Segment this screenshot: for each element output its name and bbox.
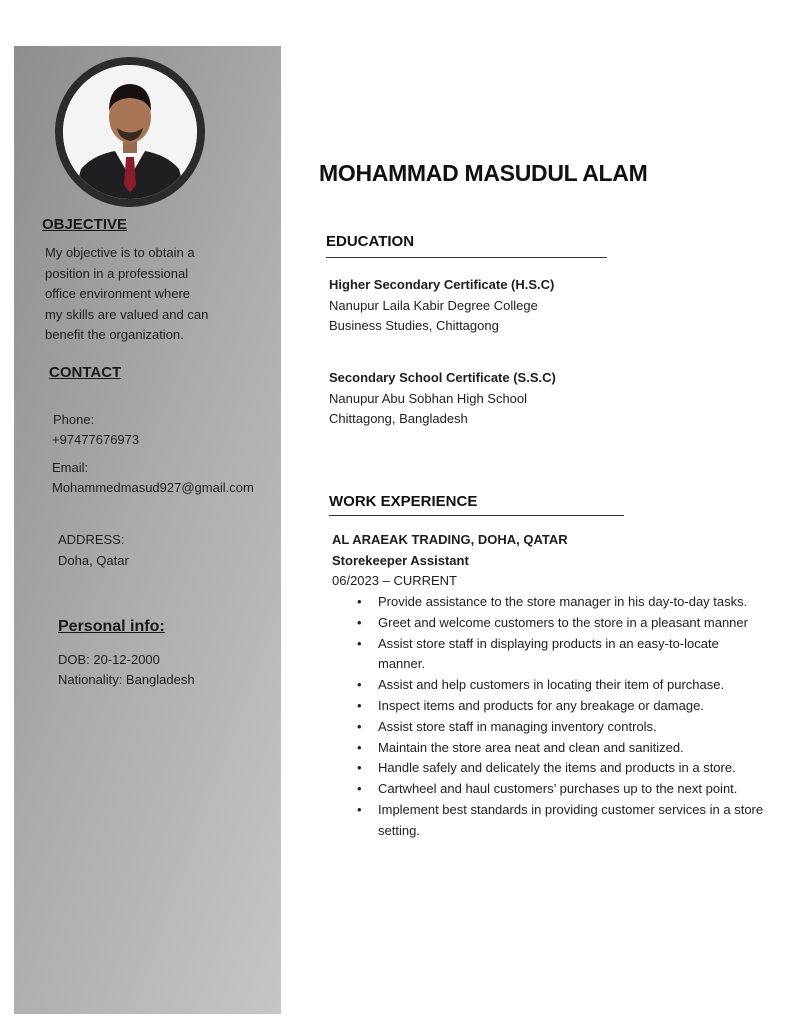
company-name: AL ARAEAK TRADING, DOHA, QATAR bbox=[332, 532, 568, 547]
education-title: Secondary School Certificate (S.S.C) bbox=[329, 370, 556, 385]
email-label: Email: bbox=[52, 460, 89, 475]
objective-line: benefit the organization. bbox=[45, 327, 184, 342]
education-school: Nanupur Laila Kabir Degree College bbox=[329, 297, 538, 313]
education-heading: EDUCATION bbox=[326, 233, 415, 250]
objective-text bbox=[45, 243, 245, 346]
profile-photo bbox=[55, 57, 205, 207]
list-item: • Cartwheel and haul customers’ purchases up to the next point. bbox=[357, 779, 767, 800]
phone-label: Phone: bbox=[53, 412, 95, 427]
education-divider bbox=[326, 257, 607, 258]
list-item: • Greet and welcome customers to the store in a pleasant manner bbox=[357, 613, 767, 634]
address-label: ADDRESS: bbox=[58, 532, 125, 547]
address-value: Doha, Qatar bbox=[58, 553, 129, 568]
list-item: • Assist store staff in displaying products in an easy-to-locate manner. bbox=[357, 634, 767, 676]
objective-line: position in a professional bbox=[45, 265, 189, 281]
email-value[interactable]: Mohammedmasud927@gmail.com bbox=[52, 480, 254, 495]
education-detail: Chittagong, Bangladesh bbox=[329, 411, 468, 426]
education-title: Higher Secondary Certificate (H.S.C) bbox=[329, 277, 555, 292]
list-item: • Maintain the store area neat and clean and sanitized. bbox=[357, 738, 767, 759]
objective-line: office environment where bbox=[45, 286, 191, 301]
contact-heading: CONTACT bbox=[49, 364, 122, 381]
education-school: Nanupur Abu Sobhan High School bbox=[329, 390, 528, 406]
list-item: • Implement best standards in providing customer services in a store setting. bbox=[357, 800, 767, 842]
job-period: 06/2023 – CURRENT bbox=[332, 573, 457, 588]
list-item: • Provide assistance to the store manager in his day-to-day tasks. bbox=[357, 592, 767, 613]
objective-line: My objective is to obtain a bbox=[45, 245, 195, 260]
person-portrait-icon bbox=[63, 65, 197, 199]
list-item: • Assist and help customers in locating their item of purchase. bbox=[357, 675, 767, 696]
job-role: Storekeeper Assistant bbox=[332, 552, 469, 568]
objective-heading: OBJECTIVE bbox=[42, 216, 128, 233]
candidate-name: MOHAMMAD MASUDUL ALAM bbox=[319, 160, 648, 186]
objective-line: my skills are valued and can bbox=[45, 306, 209, 322]
nationality-text: Nationality: Bangladesh bbox=[58, 672, 195, 687]
profile-photo-image bbox=[63, 65, 197, 199]
education-entry bbox=[329, 275, 729, 337]
education-entry bbox=[329, 368, 729, 430]
list-item: • Handle safely and delicately the items and products in a store. bbox=[357, 758, 767, 779]
job-header bbox=[332, 530, 752, 592]
list-item: • Inspect items and products for any breakage or damage. bbox=[357, 696, 767, 717]
list-item: • Assist store staff in managing inventory controls. bbox=[357, 717, 767, 738]
work-experience-heading: WORK EXPERIENCE bbox=[329, 493, 478, 510]
responsibilities-list bbox=[357, 592, 767, 842]
phone-value[interactable]: +97477676973 bbox=[52, 432, 140, 447]
work-experience-divider bbox=[329, 515, 624, 516]
personal-info-heading: Personal info: bbox=[58, 618, 165, 635]
dob-text: DOB: 20-12-2000 bbox=[58, 652, 160, 667]
education-detail: Business Studies, Chittagong bbox=[329, 318, 499, 333]
